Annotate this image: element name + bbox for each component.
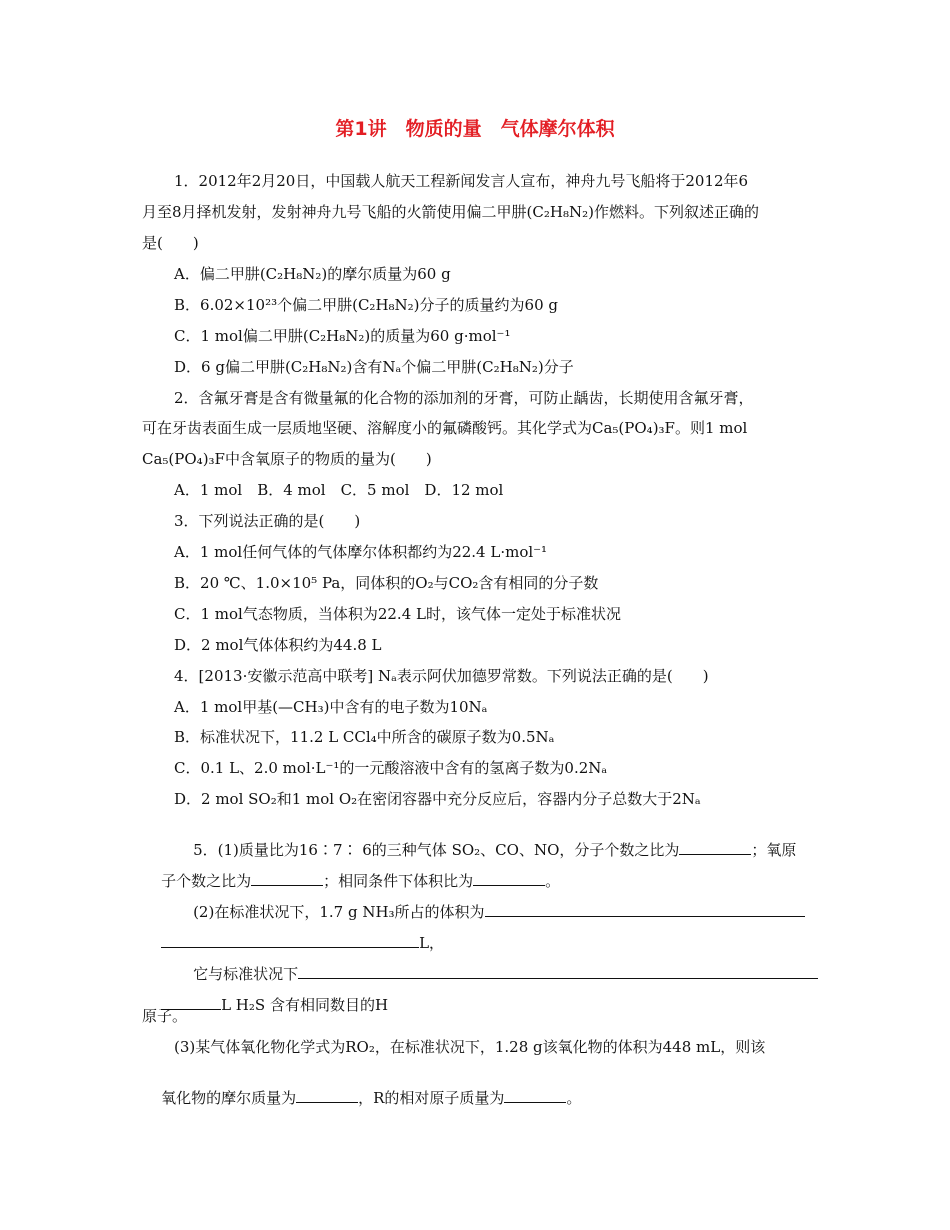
q2-line-1: 2．含氟牙膏是含有微量氟的化合物的添加剂的牙膏，可防止龋齿，长期使用含氟牙膏，: [174, 389, 754, 407]
q4-option-b: B．标准状况下，11.2 L CCl₄中所含的碳原子数为0.5Nₐ: [174, 728, 555, 746]
q3-option-d: D．2 mol气体体积约为44.8 L: [174, 636, 382, 654]
q4-option-d: D．2 mol SO₂和1 mol O₂在密闭容器中充分反应后，容器内分子总数大于2Nₐ: [174, 790, 701, 808]
q5-part3-line-1: (3)某气体氧化物化学式为RO₂，在标准状况下，1.28 g该氧化物的体积为448 mL，则该: [174, 1038, 766, 1056]
q2-line-3: Ca₅(PO₄)₃F中含氧原子的物质的量为( ): [142, 450, 432, 468]
q3-option-b: B．20 ℃、1.0×10⁵ Pa，同体积的O₂与CO₂含有相同的分子数: [174, 574, 599, 592]
q4-option-a: A．1 mol甲基(—CH₃)中含有的电子数为10Nₐ: [174, 698, 488, 716]
answer-blank[interactable]: [504, 1088, 566, 1103]
q5-part3-text: 氧化物的摩尔质量为: [161, 1089, 297, 1107]
q5-part2-text: L H₂S 含有相同数目的H: [221, 996, 389, 1014]
q1-option-b: B．6.02×10²³个偏二甲肼(C₂H₈N₂)分子的质量约为60 g: [174, 296, 558, 314]
q1-line-1: 1．2012年2月20日，中国载人航天工程新闻发言人宣布，神舟九号飞船将于2012年6: [174, 172, 749, 190]
q5-part2-line-4: [142, 975, 388, 1035]
q5-part3-text-end: 。: [566, 1089, 582, 1107]
answer-blank[interactable]: [296, 1088, 358, 1103]
q5-part1-text-end: ；氧原: [751, 841, 797, 859]
answer-blank[interactable]: [679, 840, 751, 855]
q5-part3-line-2: [142, 1068, 581, 1128]
q1-option-a: A．偏二甲肼(C₂H₈N₂)的摩尔质量为60 g: [174, 265, 451, 283]
page-title: 第1讲 物质的量 气体摩尔体积: [335, 118, 615, 140]
q5-part1-text-end: 。: [545, 872, 561, 890]
q2-options: A．1 mol B．4 mol C．5 mol D．12 mol: [174, 481, 504, 499]
q3-option-c: C．1 mol气态物质，当体积为22.4 L时，该气体一定处于标准状况: [174, 605, 621, 623]
q4-line-1: 4．[2013·安徽示范高中联考] Nₐ表示阿伏加德罗常数。下列说法正确的是( ): [174, 667, 709, 685]
q1-line-3: 是( ): [142, 234, 199, 252]
q1-option-d: D．6 g偏二甲肼(C₂H₈N₂)含有Nₐ个偏二甲肼(C₂H₈N₂)分子: [174, 358, 574, 376]
q2-line-2: 可在牙齿表面生成一层质地坚硬、溶解度小的氟磷酸钙。其化学式为Ca₅(PO₄)₃F。则1 mol: [142, 419, 748, 437]
q5-part1-text: 子个数之比为: [161, 872, 252, 890]
answer-blank[interactable]: [485, 902, 805, 917]
q5-part1-text: ；相同条件下体积比为: [323, 872, 474, 890]
q5-part2-text: 它与标准状况下: [193, 965, 299, 983]
q5-part1-text: 5．(1)质量比为16∶7∶ 6的三种气体 SO₂、CO、NO，分子个数之比为: [193, 841, 680, 859]
q3-line-1: 3．下列说法正确的是( ): [174, 512, 361, 530]
q1-option-c: C．1 mol偏二甲肼(C₂H₈N₂)的质量为60 g·mol⁻¹: [174, 327, 511, 345]
q5-part2-text: (2)在标准状况下，1.7 g NH₃所占的体积为: [193, 903, 485, 921]
q4-option-c: C．0.1 L、2.0 mol·L⁻¹的一元酸溶液中含有的氢离子数为0.2Nₐ: [174, 759, 608, 777]
q5-part2-line-5: 原子。: [142, 1007, 188, 1025]
q5-part3-text: ，R的相对原子质量为: [358, 1089, 505, 1107]
q1-line-2: 月至8月择机发射，发射神舟九号飞船的火箭使用偏二甲肼(C₂H₈N₂)作燃料。下列叙述正确的: [142, 203, 759, 221]
q3-option-a: A．1 mol任何气体的气体摩尔体积都约为22.4 L·mol⁻¹: [174, 543, 548, 561]
q5-part2-text: L，: [419, 934, 445, 952]
